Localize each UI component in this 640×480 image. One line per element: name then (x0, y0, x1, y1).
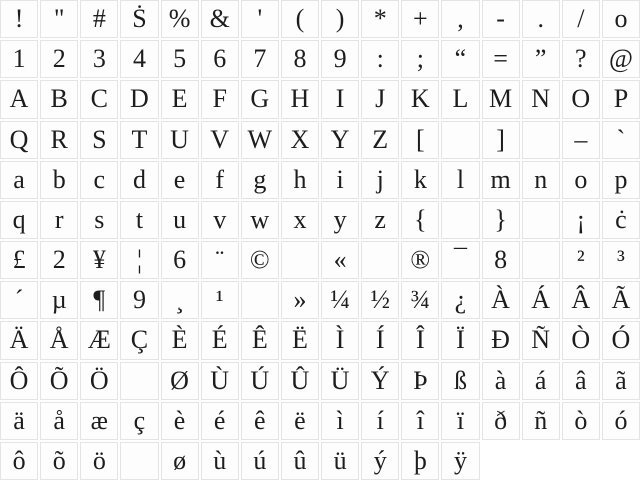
glyph-cell[interactable]: f (201, 161, 239, 199)
glyph-cell[interactable] (522, 241, 560, 279)
glyph-cell[interactable]: m (482, 161, 520, 199)
glyph-cell[interactable]: v (201, 201, 239, 239)
glyph-cell[interactable]: K (401, 80, 439, 118)
glyph-cell[interactable]: ë (281, 402, 319, 440)
glyph-cell[interactable]: z (361, 201, 399, 239)
glyph-cell[interactable]: ä (0, 402, 38, 440)
glyph-cell[interactable]: V (201, 121, 239, 159)
glyph-cell[interactable]: y (321, 201, 359, 239)
glyph-cell[interactable]: W (241, 121, 279, 159)
glyph-cell[interactable]: a (0, 161, 38, 199)
glyph-cell[interactable]: 3 (80, 40, 118, 78)
glyph-cell[interactable]: Í (361, 321, 399, 359)
glyph-cell[interactable]: é (201, 402, 239, 440)
glyph-cell[interactable]: Ã (602, 281, 640, 319)
glyph-cell[interactable]: ¿ (441, 281, 479, 319)
glyph-cell[interactable]: ß (441, 362, 479, 400)
glyph-cell[interactable]: £ (0, 241, 38, 279)
glyph-cell[interactable] (120, 362, 158, 400)
glyph-cell[interactable]: å (40, 402, 78, 440)
glyph-cell[interactable] (441, 121, 479, 159)
glyph-cell[interactable]: Ò (562, 321, 600, 359)
glyph-cell[interactable]: Ú (241, 362, 279, 400)
glyph-cell[interactable]: Ï (441, 321, 479, 359)
glyph-cell[interactable]: í (361, 402, 399, 440)
glyph-cell[interactable]: ) (321, 0, 359, 38)
glyph-cell[interactable]: ù (201, 442, 239, 480)
glyph-cell[interactable]: « (321, 241, 359, 279)
glyph-cell[interactable]: Á (522, 281, 560, 319)
glyph-cell[interactable]: D (120, 80, 158, 118)
glyph-cell[interactable]: U (161, 121, 199, 159)
glyph-cell[interactable]: ? (562, 40, 600, 78)
glyph-cell[interactable]: û (281, 442, 319, 480)
glyph-cell[interactable]: “ (441, 40, 479, 78)
glyph-cell[interactable]: ñ (522, 402, 560, 440)
glyph-cell[interactable]: É (201, 321, 239, 359)
glyph-cell[interactable]: ê (241, 402, 279, 440)
glyph-cell[interactable]: Ð (482, 321, 520, 359)
glyph-cell[interactable]: Å (40, 321, 78, 359)
glyph-cell[interactable]: ø (161, 442, 199, 480)
glyph-cell[interactable]: 9 (321, 40, 359, 78)
glyph-cell[interactable]: 4 (120, 40, 158, 78)
glyph-cell[interactable]: r (40, 201, 78, 239)
glyph-cell[interactable]: ! (0, 0, 38, 38)
glyph-cell[interactable]: o (562, 161, 600, 199)
glyph-cell[interactable]: j (361, 161, 399, 199)
glyph-cell[interactable]: : (361, 40, 399, 78)
glyph-cell[interactable]: Ý (361, 362, 399, 400)
glyph-cell[interactable]: ¡ (562, 201, 600, 239)
glyph-cell[interactable]: & (201, 0, 239, 38)
glyph-cell[interactable]: X (281, 121, 319, 159)
glyph-cell[interactable]: # (80, 0, 118, 38)
glyph-cell[interactable]: S (80, 121, 118, 159)
glyph-cell[interactable]: Q (0, 121, 38, 159)
glyph-cell[interactable] (241, 281, 279, 319)
glyph-cell[interactable]: 2 (40, 241, 78, 279)
glyph-cell[interactable]: ç (120, 402, 158, 440)
glyph-cell[interactable]: ´ (0, 281, 38, 319)
glyph-cell[interactable]: Z (361, 121, 399, 159)
glyph-cell[interactable]: Ø (161, 362, 199, 400)
glyph-cell[interactable] (120, 442, 158, 480)
glyph-cell[interactable]: * (361, 0, 399, 38)
glyph-cell[interactable]: Â (562, 281, 600, 319)
glyph-cell[interactable]: ¸ (161, 281, 199, 319)
glyph-cell[interactable]: e (161, 161, 199, 199)
glyph-cell[interactable]: þ (401, 442, 439, 480)
glyph-cell[interactable]: ã (602, 362, 640, 400)
glyph-cell[interactable]: ³ (602, 241, 640, 279)
glyph-cell[interactable]: @ (602, 40, 640, 78)
glyph-cell[interactable]: ] (482, 121, 520, 159)
glyph-cell[interactable]: ¨ (201, 241, 239, 279)
glyph-cell[interactable] (441, 201, 479, 239)
glyph-cell[interactable]: } (482, 201, 520, 239)
glyph-cell[interactable]: 1 (0, 40, 38, 78)
glyph-cell[interactable]: ¥ (80, 241, 118, 279)
glyph-cell[interactable]: L (441, 80, 479, 118)
glyph-cell[interactable]: 9 (120, 281, 158, 319)
glyph-cell[interactable] (522, 121, 560, 159)
glyph-cell[interactable]: x (281, 201, 319, 239)
glyph-cell[interactable]: ý (361, 442, 399, 480)
glyph-cell[interactable]: Ö (80, 362, 118, 400)
glyph-cell[interactable]: ” (522, 40, 560, 78)
glyph-cell[interactable]: k (401, 161, 439, 199)
glyph-cell[interactable]: ÿ (441, 442, 479, 480)
glyph-cell[interactable]: Ù (201, 362, 239, 400)
glyph-cell[interactable]: ì (321, 402, 359, 440)
glyph-cell[interactable]: F (201, 80, 239, 118)
glyph-cell[interactable]: Ü (321, 362, 359, 400)
glyph-cell[interactable]: Æ (80, 321, 118, 359)
glyph-cell[interactable]: % (161, 0, 199, 38)
glyph-cell[interactable]: â (562, 362, 600, 400)
glyph-cell[interactable]: µ (40, 281, 78, 319)
glyph-cell[interactable]: I (321, 80, 359, 118)
glyph-cell[interactable]: B (40, 80, 78, 118)
glyph-cell[interactable]: Ä (0, 321, 38, 359)
glyph-cell[interactable]: H (281, 80, 319, 118)
glyph-cell[interactable]: ¦ (120, 241, 158, 279)
glyph-cell[interactable]: ú (241, 442, 279, 480)
glyph-cell[interactable]: s (80, 201, 118, 239)
glyph-cell[interactable]: á (522, 362, 560, 400)
glyph-cell[interactable]: t (120, 201, 158, 239)
glyph-cell[interactable]: æ (80, 402, 118, 440)
glyph-cell[interactable]: Ñ (522, 321, 560, 359)
glyph-cell[interactable]: h (281, 161, 319, 199)
glyph-cell[interactable]: È (161, 321, 199, 359)
glyph-cell[interactable] (281, 241, 319, 279)
glyph-cell[interactable]: . (522, 0, 560, 38)
glyph-cell[interactable]: g (241, 161, 279, 199)
glyph-cell[interactable]: Ç (120, 321, 158, 359)
glyph-cell[interactable]: Y (321, 121, 359, 159)
glyph-cell[interactable]: è (161, 402, 199, 440)
glyph-cell[interactable]: À (482, 281, 520, 319)
glyph-cell[interactable]: Ì (321, 321, 359, 359)
glyph-cell[interactable]: 8 (482, 241, 520, 279)
glyph-cell[interactable]: ' (241, 0, 279, 38)
glyph-cell[interactable]: b (40, 161, 78, 199)
glyph-cell[interactable]: ® (401, 241, 439, 279)
glyph-cell[interactable]: Õ (40, 362, 78, 400)
glyph-cell[interactable]: 7 (241, 40, 279, 78)
glyph-cell[interactable]: ¾ (401, 281, 439, 319)
glyph-cell[interactable]: - (482, 0, 520, 38)
glyph-cell[interactable] (522, 201, 560, 239)
glyph-cell[interactable]: ` (602, 121, 640, 159)
glyph-cell[interactable]: Î (401, 321, 439, 359)
glyph-cell[interactable]: E (161, 80, 199, 118)
glyph-cell[interactable]: Ó (602, 321, 640, 359)
glyph-cell[interactable]: = (482, 40, 520, 78)
glyph-cell[interactable]: ô (0, 442, 38, 480)
glyph-cell[interactable]: ö (80, 442, 118, 480)
glyph-cell[interactable]: C (80, 80, 118, 118)
glyph-cell[interactable]: ċ (602, 201, 640, 239)
glyph-cell[interactable]: 6 (161, 241, 199, 279)
glyph-cell[interactable]: " (40, 0, 78, 38)
glyph-cell[interactable]: [ (401, 121, 439, 159)
glyph-cell[interactable]: ¯ (441, 241, 479, 279)
glyph-cell[interactable]: ( (281, 0, 319, 38)
glyph-cell[interactable]: w (241, 201, 279, 239)
glyph-cell[interactable]: 2 (40, 40, 78, 78)
glyph-cell[interactable]: õ (40, 442, 78, 480)
glyph-cell[interactable]: i (321, 161, 359, 199)
glyph-cell[interactable]: î (401, 402, 439, 440)
glyph-cell[interactable]: Þ (401, 362, 439, 400)
glyph-cell[interactable]: ¼ (321, 281, 359, 319)
glyph-cell[interactable]: u (161, 201, 199, 239)
glyph-cell[interactable]: Ṡ (120, 0, 158, 38)
glyph-cell[interactable]: ¶ (80, 281, 118, 319)
glyph-cell[interactable]: ; (401, 40, 439, 78)
glyph-cell[interactable]: J (361, 80, 399, 118)
glyph-cell[interactable]: 8 (281, 40, 319, 78)
glyph-cell[interactable]: – (562, 121, 600, 159)
glyph-cell[interactable]: n (522, 161, 560, 199)
glyph-cell[interactable]: » (281, 281, 319, 319)
glyph-cell[interactable]: ò (562, 402, 600, 440)
glyph-cell[interactable]: ½ (361, 281, 399, 319)
glyph-cell[interactable]: Ô (0, 362, 38, 400)
glyph-cell[interactable]: + (401, 0, 439, 38)
glyph-cell[interactable]: 5 (161, 40, 199, 78)
glyph-cell[interactable]: 6 (201, 40, 239, 78)
glyph-cell[interactable]: c (80, 161, 118, 199)
glyph-cell[interactable]: p (602, 161, 640, 199)
glyph-cell[interactable]: ¹ (201, 281, 239, 319)
glyph-cell[interactable]: Ë (281, 321, 319, 359)
glyph-cell[interactable]: / (562, 0, 600, 38)
glyph-cell[interactable]: A (0, 80, 38, 118)
glyph-cell[interactable]: { (401, 201, 439, 239)
glyph-cell[interactable]: Ê (241, 321, 279, 359)
glyph-cell[interactable]: R (40, 121, 78, 159)
glyph-cell[interactable]: ó (602, 402, 640, 440)
glyph-cell[interactable]: Û (281, 362, 319, 400)
glyph-cell[interactable]: M (482, 80, 520, 118)
glyph-cell[interactable]: T (120, 121, 158, 159)
glyph-cell[interactable]: P (602, 80, 640, 118)
glyph-cell[interactable]: ² (562, 241, 600, 279)
glyph-cell[interactable]: d (120, 161, 158, 199)
glyph-cell[interactable]: G (241, 80, 279, 118)
glyph-cell[interactable]: ð (482, 402, 520, 440)
glyph-cell[interactable]: o (602, 0, 640, 38)
glyph-cell[interactable]: q (0, 201, 38, 239)
glyph-cell[interactable]: © (241, 241, 279, 279)
glyph-cell[interactable]: O (562, 80, 600, 118)
glyph-cell[interactable]: à (482, 362, 520, 400)
glyph-cell[interactable]: ü (321, 442, 359, 480)
glyph-cell[interactable]: ï (441, 402, 479, 440)
glyph-cell[interactable]: l (441, 161, 479, 199)
glyph-cell[interactable] (361, 241, 399, 279)
glyph-cell[interactable]: , (441, 0, 479, 38)
glyph-cell[interactable]: N (522, 80, 560, 118)
